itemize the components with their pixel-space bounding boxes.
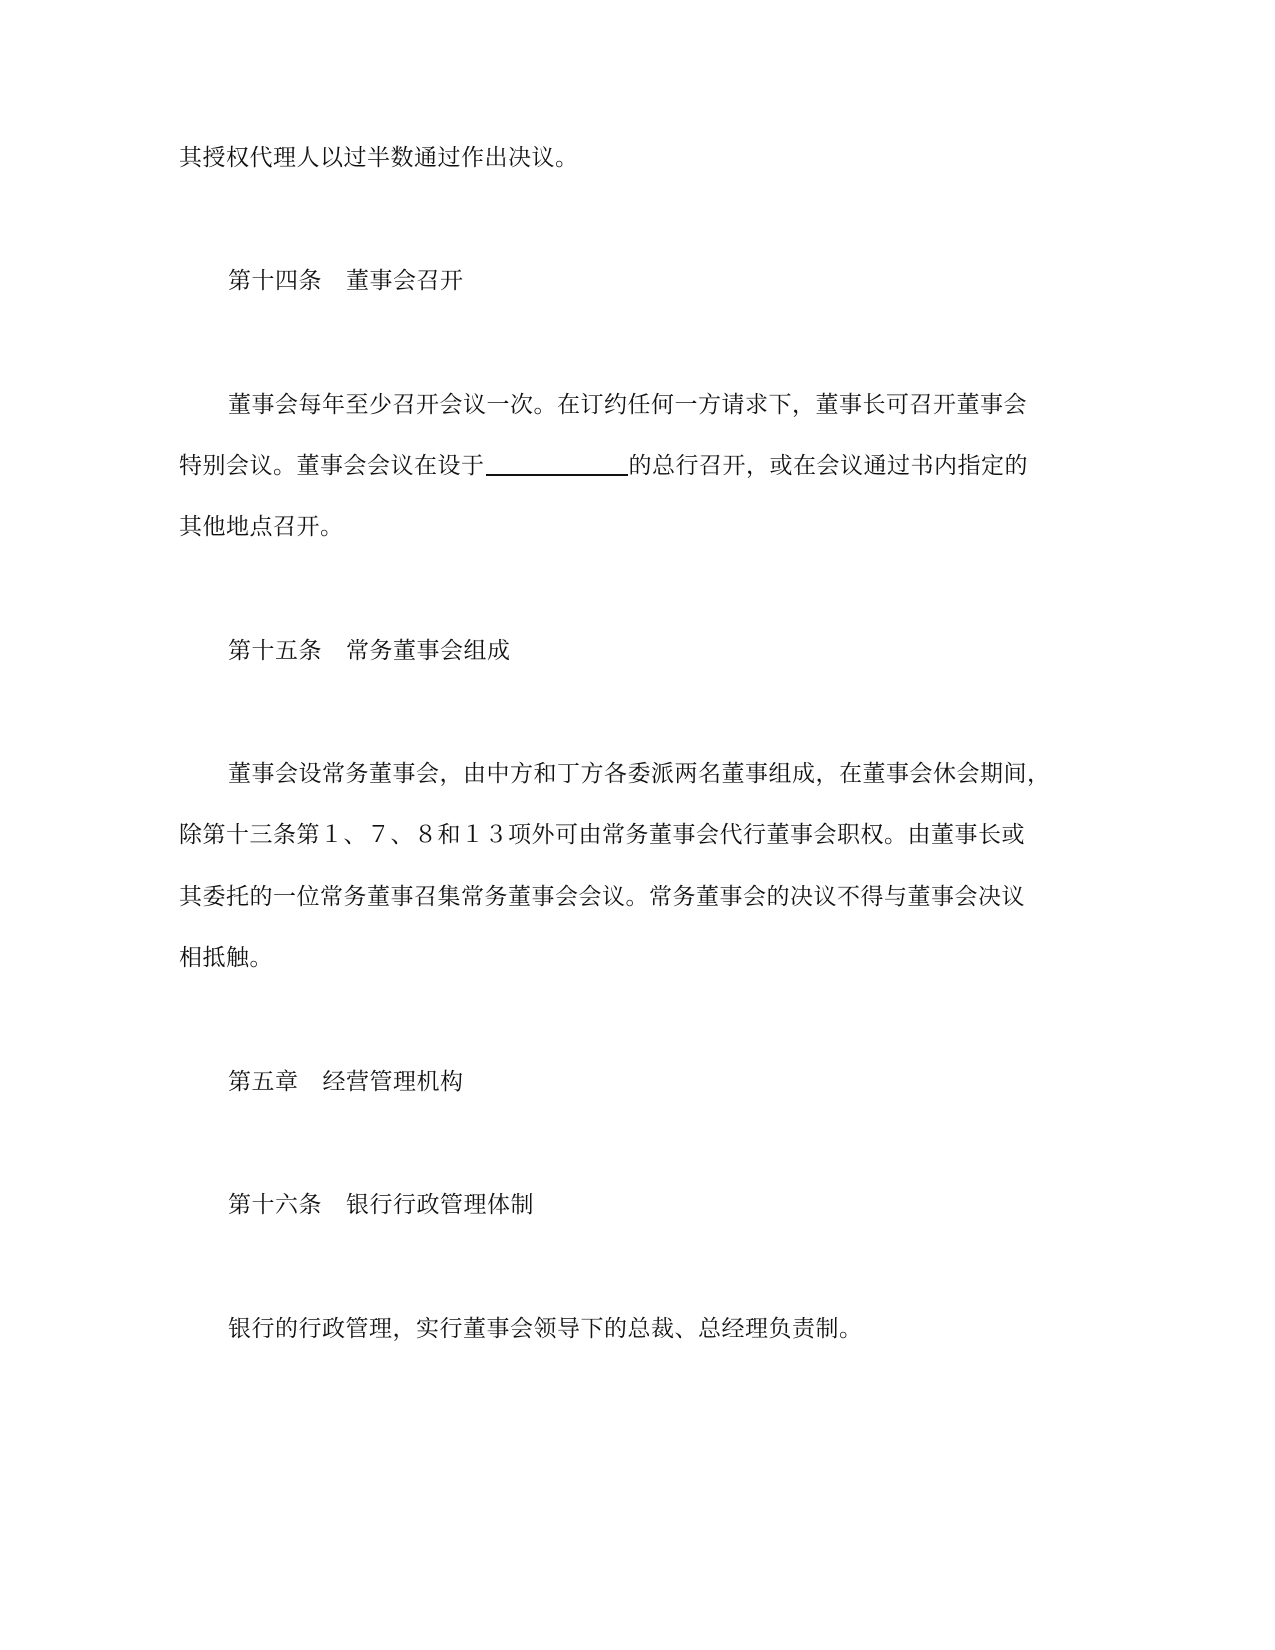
article-16-heading: [228, 1189, 534, 1221]
article-15-paragraph-line-4: [179, 942, 273, 974]
article-title: 常务董事会组成: [346, 638, 511, 664]
article-15-paragraph-line-3: [179, 881, 1025, 913]
article-15-heading: [228, 635, 511, 667]
chapter-5-heading: [228, 1066, 464, 1098]
article-number: 第十四条: [228, 268, 322, 294]
article-number: 第十六条: [228, 1192, 322, 1218]
paragraph-text: 其他地点召开。: [179, 514, 344, 540]
paragraph-text: 除第十三条第１、７、８和１３项外可由常务董事会代行董事会职权。由董事长或: [179, 822, 1025, 848]
paragraph-text: 银行的行政管理，实行董事会领导下的总裁、总经理负责制。: [228, 1316, 863, 1342]
article-14-paragraph-line-3: [179, 511, 344, 543]
chapter-title: 经营管理机构: [322, 1069, 464, 1095]
article-14-paragraph-line-2: [179, 450, 1028, 482]
article-title: 银行行政管理体制: [346, 1192, 534, 1218]
article-15-paragraph-line-2: [179, 819, 1025, 851]
continuation-line: 其授权代理人以过半数通过作出决议。: [179, 145, 579, 171]
article-14-heading: [228, 265, 464, 297]
paragraph-text: 董事会每年至少召开会议一次。在订约任何一方请求下，董事长可召开董事会: [228, 392, 1027, 418]
article-number: 第十五条: [228, 638, 322, 664]
paragraph-text: 董事会设常务董事会，由中方和丁方各委派两名董事组成，在董事会休会期间，: [228, 761, 1051, 787]
article-14-paragraph-line-1: [228, 389, 1027, 421]
article-15-paragraph-line-1: [228, 758, 1051, 790]
paragraph-text: 的总行召开，或在会议通过书内指定的: [628, 453, 1028, 479]
paragraph-text: 相抵触。: [179, 945, 273, 971]
paragraph-text: 其委托的一位常务董事召集常务董事会会议。常务董事会的决议不得与董事会决议: [179, 884, 1025, 910]
article-title: 董事会召开: [346, 268, 464, 294]
paragraph-text: 特别会议。董事会会议在设于: [179, 453, 485, 479]
continuation-text: [179, 142, 579, 174]
article-16-paragraph-line-1: [228, 1313, 863, 1345]
fill-in-blank: [486, 450, 628, 476]
chapter-number: 第五章: [228, 1069, 299, 1095]
